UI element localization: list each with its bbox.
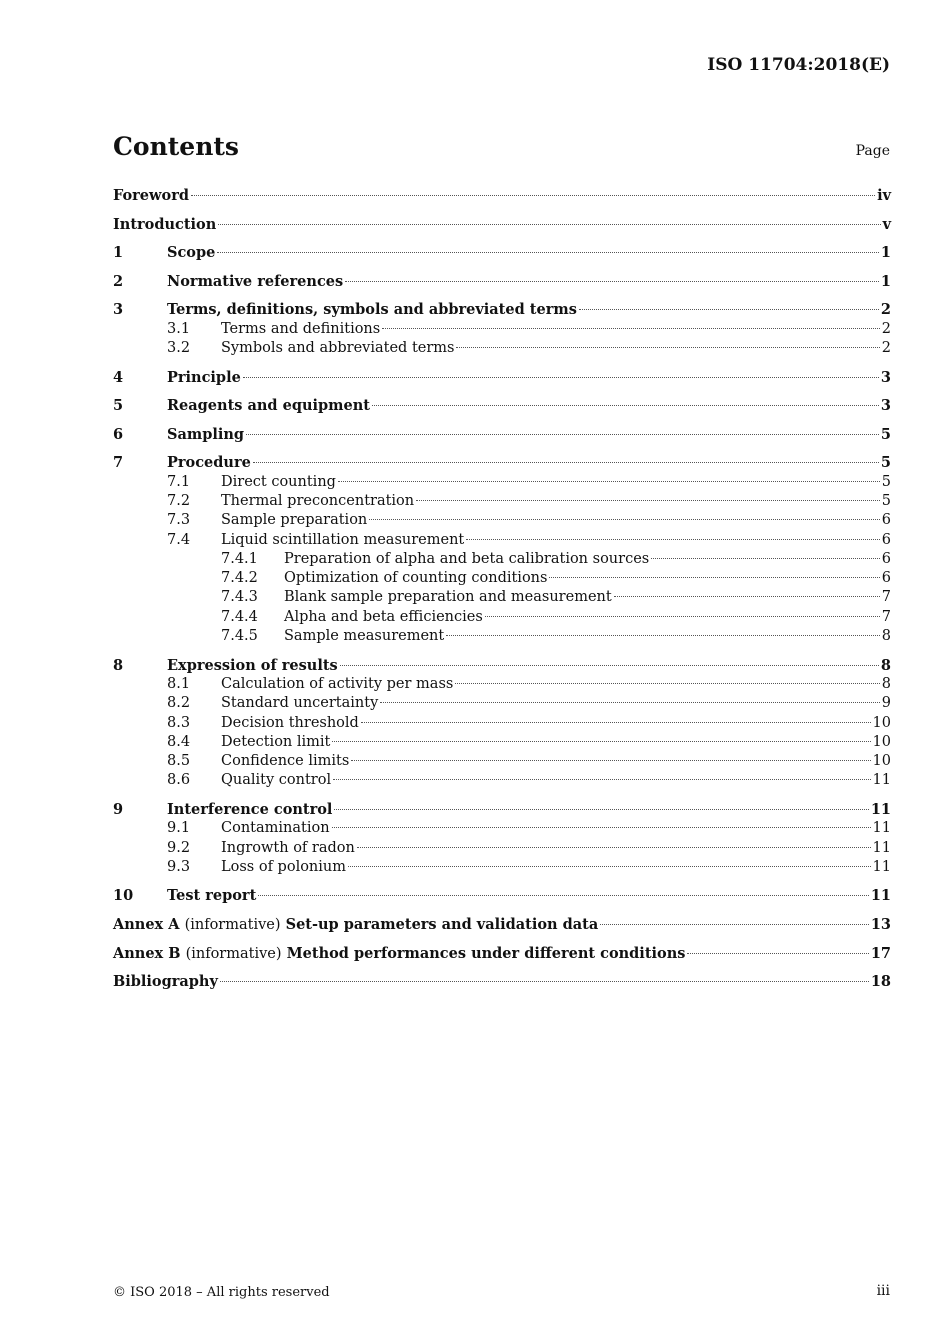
toc-subentry-7-4-2[interactable] <box>113 569 891 588</box>
toc-subentry-7-4-1[interactable] <box>113 550 891 569</box>
annex-qualifier: (informative) <box>185 945 282 962</box>
toc-entry-page: 10 <box>872 753 891 770</box>
toc-entry-title: Interference control <box>167 800 333 818</box>
toc-entry-page: 3 <box>880 397 891 415</box>
toc-entry-page: 10 <box>872 714 891 731</box>
dot-leader <box>334 809 868 810</box>
toc-subentry-7-2[interactable] <box>113 492 891 511</box>
toc-entry-number: 7.1 <box>167 473 191 490</box>
toc-entry-number: 7 <box>113 454 124 472</box>
dot-leader <box>372 405 879 406</box>
toc-entry-page: 1 <box>880 244 891 262</box>
dot-leader <box>340 665 879 666</box>
dot-leader <box>416 500 880 501</box>
dot-leader <box>333 779 870 780</box>
toc-entry-page: 11 <box>872 820 891 837</box>
table-of-contents <box>113 186 891 992</box>
toc-entry-scope[interactable] <box>113 243 891 262</box>
toc-entry-page: iv <box>877 187 891 204</box>
dot-leader <box>338 481 880 482</box>
toc-entry-number: 7.4.5 <box>221 628 258 645</box>
toc-entry-test-report[interactable] <box>113 886 891 905</box>
dot-leader <box>446 635 880 636</box>
toc-entry-title: Ingrowth of radon <box>221 839 355 856</box>
dot-leader <box>243 377 879 378</box>
dot-leader <box>687 953 868 954</box>
toc-entry-page: 11 <box>870 887 891 905</box>
page-column-label: Page <box>855 143 890 159</box>
toc-entry-page: 6 <box>881 512 891 529</box>
toc-entry-title: Normative references <box>167 272 344 290</box>
toc-subentry-8-4[interactable] <box>113 733 891 752</box>
toc-subentry-9-2[interactable] <box>113 839 891 858</box>
toc-entry-number: 9.3 <box>167 858 191 875</box>
toc-entry-title: Thermal preconcentration <box>221 492 415 509</box>
toc-entry-number: 2 <box>113 272 124 290</box>
document-id: ISO 11704:2018(E) <box>707 55 890 75</box>
toc-entry-sampling[interactable] <box>113 425 891 444</box>
dot-leader <box>361 722 871 723</box>
toc-subentry-7-4[interactable] <box>113 531 891 550</box>
dot-leader <box>600 924 869 925</box>
toc-entry-title: Foreword <box>113 187 189 204</box>
toc-entry-title: Quality control <box>221 772 332 789</box>
toc-entry-title: Standard uncertainty <box>221 695 379 712</box>
dot-leader <box>382 328 880 329</box>
toc-entry-title: Sampling <box>167 425 245 443</box>
toc-entry-title: Detection limit <box>221 733 331 750</box>
toc-entry-terms-definitions[interactable] <box>113 300 891 319</box>
toc-entry-title: Expression of results <box>167 656 338 674</box>
toc-entry-page: 6 <box>881 531 891 548</box>
toc-subentry-8-2[interactable] <box>113 694 891 713</box>
toc-entry-number: 10 <box>113 887 134 905</box>
toc-entry-page: 5 <box>880 454 891 472</box>
toc-entry-title: Scope <box>167 244 216 262</box>
toc-entry-title: Sample measurement <box>284 628 445 645</box>
toc-entry-title: Optimization of counting conditions <box>284 570 548 587</box>
toc-subentry-7-4-4[interactable] <box>113 608 891 627</box>
copyright-notice: © ISO 2018 – All rights reserved <box>113 1285 330 1300</box>
toc-entry-title: Direct counting <box>221 473 336 490</box>
toc-entry-number: 8.2 <box>167 695 191 712</box>
contents-heading: Contents <box>113 132 240 161</box>
toc-entry-number: 7.4.4 <box>221 608 258 625</box>
toc-entry-number: 9 <box>113 800 124 818</box>
toc-entry-page: 11 <box>872 839 891 856</box>
toc-entry-page: 17 <box>870 944 891 962</box>
dot-leader <box>455 683 879 684</box>
toc-entry-page: 10 <box>872 733 891 750</box>
toc-entry-interference-control[interactable] <box>113 800 891 819</box>
toc-entry-page: 18 <box>870 973 891 991</box>
toc-entry-number: 3 <box>113 301 124 319</box>
toc-entry-title: Blank sample preparation and measurement <box>284 589 612 606</box>
toc-entry-title: Symbols and abbreviated terms <box>221 339 455 356</box>
dot-leader <box>220 981 869 982</box>
toc-entry-number: 3.2 <box>167 339 191 356</box>
toc-subentry-3-2[interactable] <box>113 339 891 358</box>
toc-entry-title: Introduction <box>113 215 217 233</box>
dot-leader <box>345 281 879 282</box>
toc-entry-page: 6 <box>881 570 891 587</box>
toc-entry-title: Loss of polonium <box>221 858 346 875</box>
toc-subentry-3-1[interactable] <box>113 320 891 339</box>
toc-entry-title: Test report <box>167 887 257 905</box>
toc-entry-title <box>113 915 598 935</box>
toc-entry-page: 5 <box>881 473 891 490</box>
toc-entry-procedure[interactable] <box>113 453 891 472</box>
page-number: iii <box>876 1283 890 1299</box>
toc-subentry-8-6[interactable] <box>113 771 891 790</box>
toc-entry-number: 8.6 <box>167 772 191 789</box>
toc-entry-number: 4 <box>113 368 124 386</box>
toc-entry-title: Alpha and beta efficiencies <box>284 608 483 625</box>
toc-entry-page: 6 <box>881 550 891 567</box>
toc-entry-title: Calculation of activity per mass <box>221 675 454 692</box>
toc-entry-number: 8.5 <box>167 753 191 770</box>
toc-entry-page: 1 <box>880 272 891 290</box>
toc-entry-annex-b[interactable] <box>113 944 891 963</box>
toc-entry-bibliography[interactable] <box>113 972 891 991</box>
toc-entry-number: 1 <box>113 244 124 262</box>
dot-leader <box>218 224 880 225</box>
toc-subentry-7-1[interactable] <box>113 473 891 492</box>
toc-entry-foreword[interactable] <box>113 186 891 205</box>
toc-subentry-9-1[interactable] <box>113 819 891 838</box>
toc-entry-title: Confidence limits <box>221 753 350 770</box>
toc-entry-page: 2 <box>881 339 891 356</box>
toc-entry-reagents-equipment[interactable] <box>113 396 891 415</box>
dot-leader <box>351 760 870 761</box>
toc-entry-number: 7.4 <box>167 531 191 548</box>
dot-leader <box>253 462 879 463</box>
toc-entry-page: v <box>882 215 891 233</box>
toc-entry-title: Liquid scintillation measurement <box>221 531 465 548</box>
dot-leader <box>369 519 879 520</box>
toc-entry-page: 11 <box>872 858 891 875</box>
annex-title: Method performances under different conditions <box>286 944 686 962</box>
toc-entry-page: 8 <box>881 628 891 645</box>
dot-leader <box>651 558 880 559</box>
toc-subentry-7-3[interactable] <box>113 511 891 530</box>
toc-entry-number: 3.1 <box>167 320 191 337</box>
toc-entry-page: 2 <box>880 301 891 319</box>
annex-title: Set-up parameters and validation data <box>285 916 599 934</box>
toc-entry-number: 8.4 <box>167 733 191 750</box>
toc-entry-title <box>113 944 685 964</box>
dot-leader <box>466 539 880 540</box>
dot-leader <box>332 827 871 828</box>
dot-leader <box>246 434 879 435</box>
toc-entry-number: 7.3 <box>167 512 191 529</box>
dot-leader <box>579 309 879 310</box>
toc-entry-principle[interactable] <box>113 368 891 387</box>
toc-entry-page: 8 <box>881 675 891 692</box>
toc-entry-number: 9.1 <box>167 820 191 837</box>
toc-entry-title: Preparation of alpha and beta calibration sources <box>284 550 650 567</box>
toc-entry-number: 6 <box>113 425 124 443</box>
toc-subentry-7-4-5[interactable] <box>113 627 891 646</box>
toc-entry-number: 7.4.2 <box>221 570 258 587</box>
dot-leader <box>614 596 880 597</box>
toc-subentry-8-5[interactable] <box>113 752 891 771</box>
toc-subentry-8-3[interactable] <box>113 714 891 733</box>
toc-entry-title: Bibliography <box>113 973 218 991</box>
dot-leader <box>549 577 879 578</box>
toc-entry-page: 5 <box>880 425 891 443</box>
toc-entry-title: Decision threshold <box>221 714 359 731</box>
annex-label: Annex A <box>113 916 180 934</box>
toc-entry-number: 8.1 <box>167 675 191 692</box>
toc-entry-number: 9.2 <box>167 839 191 856</box>
toc-entry-number: 7.2 <box>167 492 191 509</box>
toc-entry-title: Principle <box>167 368 241 386</box>
dot-leader <box>456 347 879 348</box>
toc-subentry-8-1[interactable] <box>113 675 891 694</box>
toc-entry-number: 8 <box>113 656 124 674</box>
toc-entry-page: 5 <box>881 492 891 509</box>
toc-entry-page: 13 <box>870 916 891 934</box>
dot-leader <box>485 616 880 617</box>
toc-entry-page: 2 <box>881 320 891 337</box>
toc-entry-title: Terms and definitions <box>221 320 381 337</box>
toc-entry-page: 11 <box>872 772 891 789</box>
toc-entry-normative-references[interactable] <box>113 272 891 291</box>
toc-entry-introduction[interactable] <box>113 215 891 234</box>
toc-entry-title: Reagents and equipment <box>167 397 370 415</box>
toc-entry-page: 7 <box>881 589 891 606</box>
toc-entry-title: Procedure <box>167 454 251 472</box>
dot-leader <box>191 195 875 196</box>
toc-subentry-7-4-3[interactable] <box>113 588 891 607</box>
toc-entry-page: 7 <box>881 608 891 625</box>
toc-entry-number: 7.4.1 <box>221 550 258 567</box>
dot-leader <box>258 895 869 896</box>
toc-entry-number: 7.4.3 <box>221 589 258 606</box>
toc-entry-annex-a[interactable] <box>113 915 891 934</box>
annex-label: Annex B <box>113 944 181 962</box>
dot-leader <box>348 866 871 867</box>
toc-entry-expression-of-results[interactable] <box>113 656 891 675</box>
toc-entry-number: 8.3 <box>167 714 191 731</box>
toc-entry-page: 9 <box>881 695 891 712</box>
dot-leader <box>332 741 870 742</box>
toc-entry-title: Sample preparation <box>221 512 368 529</box>
dot-leader <box>380 702 879 703</box>
toc-entry-page: 8 <box>880 656 891 674</box>
toc-subentry-9-3[interactable] <box>113 858 891 877</box>
toc-entry-title: Contamination <box>221 820 330 837</box>
dot-leader <box>357 847 871 848</box>
toc-entry-page: 11 <box>870 800 891 818</box>
annex-qualifier: (informative) <box>184 917 281 934</box>
dot-leader <box>217 252 879 253</box>
toc-entry-number: 5 <box>113 397 124 415</box>
toc-entry-title: Terms, definitions, symbols and abbreviated terms <box>167 301 577 319</box>
toc-entry-page: 3 <box>880 368 891 386</box>
